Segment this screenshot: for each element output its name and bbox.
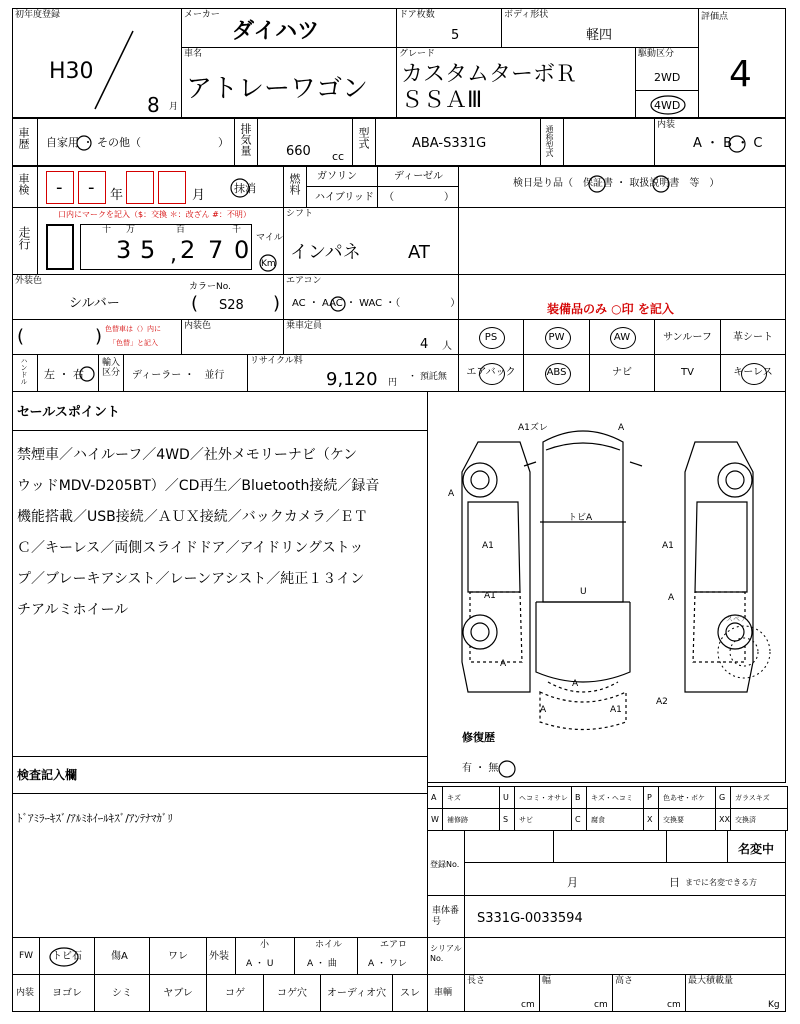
legend-label-text: 交換要 <box>663 816 684 824</box>
diagram-mark-a-left3: A <box>500 659 507 669</box>
import-cell <box>123 354 248 392</box>
private-use-circle <box>38 119 236 167</box>
grade-line1: カスタムターボＲ <box>401 62 578 87</box>
equipment-label: ABS <box>546 367 567 378</box>
mileage-digit: 0 <box>234 236 250 264</box>
serial-label: シリアルNo. <box>430 944 462 964</box>
legend-label-text: キズ <box>447 794 461 802</box>
diagram-mark-a-bottom1: A <box>572 679 579 689</box>
legend-label <box>658 808 716 831</box>
displacement-label: 排気量 <box>239 123 252 156</box>
common-model-label: 通称型式 <box>545 125 554 157</box>
ac-cell <box>283 274 459 320</box>
inspection-notes-text: ﾄﾞｱﾐﾗｰｷｽﾞ/ｱﾙﾐﾎｲｰﾙｷｽﾞ/ｱﾝﾃﾅﾏｶﾞﾘ <box>17 812 173 825</box>
import-label: 輸入区分 <box>102 358 121 378</box>
reg-name-change: 名変中 <box>738 842 775 856</box>
ext-small-cell <box>235 937 295 975</box>
color-change-note2: 「色替」と記入 <box>109 339 158 347</box>
sales-line: ウッドMDV-D205BT）／CD再生／Bluetooth接続／録音 <box>17 478 380 494</box>
color-no-label: カラーNo. <box>189 282 231 292</box>
fw-item-3 <box>149 937 207 975</box>
fw-item-label-3: ワレ <box>168 951 188 962</box>
legend-label <box>730 808 788 831</box>
diagram-mark-a1-left1: A1 <box>482 541 494 551</box>
equipment-label: TV <box>681 367 694 378</box>
recycle-unit: 円 <box>388 378 398 388</box>
legend-label-text: サビ <box>519 816 533 824</box>
interior-grades: A ・ B ・ C <box>693 136 763 151</box>
equipment-circle <box>545 327 571 349</box>
displacement-value: 660 <box>286 144 311 159</box>
chassis-cell <box>464 895 786 938</box>
mile-label: マイル <box>256 233 283 243</box>
handle-label-cell <box>12 354 38 392</box>
equipment-title: 装備品のみ ○印 を記入 <box>547 302 674 316</box>
ext-small-label: 小 <box>260 940 270 950</box>
doors-label: ドア枚数 <box>399 10 435 20</box>
interior-defect-label: コゲ <box>225 988 245 999</box>
legend-key <box>715 786 731 809</box>
reg-month-unit: 月 <box>567 876 578 889</box>
common-model-label-cell <box>540 118 564 166</box>
drive-label: 駆動区分 <box>638 49 675 59</box>
sales-title-divider <box>13 430 428 431</box>
ext-color-label: 外装色 <box>15 276 43 286</box>
length-cell <box>464 974 540 1012</box>
import-label-cell <box>98 354 124 392</box>
diagram-mark-a1-right1: A1 <box>662 541 674 551</box>
reg-label-cell <box>427 830 465 896</box>
fuel-hybrid-cell <box>306 186 378 208</box>
color-change-cell <box>12 319 182 355</box>
legend-label-text: 腐食 <box>591 816 605 824</box>
fw-label-cell <box>12 937 40 975</box>
mileage-digit: 3 <box>116 236 132 264</box>
score-label: 評価点 <box>701 12 729 22</box>
legend-label <box>442 786 500 809</box>
legend-label-text: 交換済 <box>735 816 756 824</box>
fw-label: FW <box>19 951 34 961</box>
equipment-cell <box>589 354 655 392</box>
sales-section <box>12 391 428 757</box>
docs-circles <box>459 167 787 209</box>
fw-item-1 <box>39 937 95 975</box>
import-value: ディーラー ・ 並行 <box>132 370 225 381</box>
chassis-label: 車体番号 <box>432 906 460 927</box>
model-label: 型式 <box>357 127 370 149</box>
model-value: ABA-S331G <box>412 136 487 151</box>
spare-label: スペア <box>726 615 747 623</box>
legend-key <box>427 808 443 831</box>
diagram-mark-tobia: トビA <box>568 513 593 523</box>
equipment-circle <box>479 363 505 385</box>
recycle-label: リサイクル料 <box>250 356 303 366</box>
color-change-open: ( <box>17 326 25 347</box>
first-reg-year: H30 <box>49 59 94 84</box>
width-unit: cm <box>594 1000 608 1010</box>
mileage-comma: , <box>170 242 177 267</box>
unit-hyaku: 百 <box>176 225 186 235</box>
fw-item-2 <box>94 937 150 975</box>
interior-defect-cell <box>263 974 321 1012</box>
inspection-notes-title: 検査記入欄 <box>17 768 78 782</box>
legend-key-text: X <box>647 815 653 824</box>
legend-key-text: B <box>575 793 581 802</box>
height-unit: cm <box>667 1000 681 1010</box>
reg-label: 登録No. <box>430 860 460 869</box>
legend-key-text: C <box>575 815 581 824</box>
handle-cell <box>37 354 99 392</box>
fuel-label-cell <box>283 166 307 208</box>
body-value: 軽四 <box>586 28 613 43</box>
reg-deadline: までに名変できる方 <box>685 878 757 887</box>
reg-cell-2 <box>553 830 667 863</box>
ac-value: AC ・ AAC ・ WAC ・（ ） <box>292 298 461 309</box>
docs-extra-cell <box>458 207 786 275</box>
legend-key-text: U <box>503 793 509 802</box>
equipment-cell <box>720 354 786 392</box>
legend-key-text: S <box>503 815 509 824</box>
diagram-mark-a-left: A <box>448 489 455 499</box>
fw-item-label-2: 傷A <box>111 951 128 962</box>
interior-defect-label: シミ <box>112 988 132 999</box>
equipment-cell <box>523 319 590 355</box>
legend-label <box>586 808 644 831</box>
height-cell <box>612 974 686 1012</box>
doors-value: 5 <box>451 28 460 43</box>
chassis-label-cell <box>427 895 465 938</box>
fw-item-1-circle <box>40 938 96 976</box>
equipment-cell <box>720 319 786 355</box>
mileage-cell <box>37 207 284 275</box>
equipment-label: サンルーフ <box>663 332 712 343</box>
history-label-cell <box>12 118 38 166</box>
insp-status: 抹消 <box>234 182 256 195</box>
diagram-section <box>427 391 786 783</box>
capacity-cell <box>283 319 459 355</box>
recycle-deposit: ・ 預託無 <box>408 372 447 382</box>
model-label-cell <box>352 118 376 166</box>
inspection-label-cell <box>12 166 38 208</box>
legend-label <box>658 786 716 809</box>
fuel-other: （ ） <box>384 192 454 203</box>
reg-name-change-cell <box>727 830 786 863</box>
width-label: 幅 <box>542 976 552 986</box>
repair-value: 有 ・ 無 <box>462 763 499 774</box>
legend-key <box>499 808 515 831</box>
fuel-gasoline: ガソリン <box>317 171 357 182</box>
int-label-cell <box>12 974 40 1012</box>
inspection-notes-divider <box>13 793 428 794</box>
length-unit: cm <box>521 1000 535 1010</box>
serial-cell <box>464 937 786 975</box>
legend-key <box>715 808 731 831</box>
history-cell <box>37 118 235 166</box>
legend-key <box>427 786 443 809</box>
docs-cell <box>458 166 786 208</box>
capacity-value: 4 <box>420 337 429 352</box>
diagram-mark-a2: A2 <box>656 697 668 707</box>
maker-value: ダイハツ <box>232 19 320 44</box>
equipment-cell <box>589 319 655 355</box>
legend-label <box>730 786 788 809</box>
first-reg-label: 初年度登録 <box>15 10 61 20</box>
car-name-value: アトレーワゴン <box>186 74 369 104</box>
interior-defect-label: オーディオ穴 <box>326 988 387 999</box>
fw-item-label-1: トビ石 <box>52 951 82 962</box>
diagram-mark-a-top: A <box>618 423 625 433</box>
legend-key-text: P <box>647 793 652 802</box>
legend-label-text: 色あせ・ボケ <box>663 794 705 802</box>
equipment-circle <box>545 363 571 385</box>
equipment-label: AW <box>613 332 631 343</box>
equipment-label: ナビ <box>612 367 632 378</box>
ext-small-value: A ・ U <box>246 959 274 969</box>
equipment-label: エアバック <box>466 367 516 378</box>
repair-title: 修復歴 <box>462 731 495 744</box>
mileage-label-cell <box>12 207 38 275</box>
grade-label: グレード <box>399 49 436 59</box>
mileage-label: 走行 <box>17 226 31 250</box>
legend-key-text: A <box>431 793 437 802</box>
diagram-mark-a-bottom2: A <box>540 705 547 715</box>
legend-label <box>514 808 572 831</box>
height-label: 高さ <box>615 976 634 986</box>
fuel-diesel-cell <box>377 166 459 187</box>
score-cell <box>698 8 786 118</box>
shift-type: AT <box>408 242 430 263</box>
equipment-title-cell <box>458 274 786 320</box>
interior-defect-label: ヨゴレ <box>52 988 82 999</box>
weight-unit: Kg <box>768 1000 780 1010</box>
legend-key <box>571 808 587 831</box>
ac-label: エアコン <box>286 276 322 286</box>
ext-wheel-label: ホイル <box>315 940 343 950</box>
sales-line: Ｃ／キーレス／両側スライドドア／アイドリングストッ <box>17 540 364 556</box>
fuel-gasoline-cell <box>306 166 378 187</box>
equipment-cell <box>523 354 590 392</box>
equipment-cell <box>654 319 721 355</box>
color-no-open: ( <box>191 293 199 314</box>
legend-label-text: 補修跡 <box>447 816 468 824</box>
ext-aero-label: エアロ <box>380 940 408 950</box>
interior-defect-cell <box>392 974 428 1012</box>
equipment-label: 革シート <box>733 332 773 343</box>
equipment-label: PS <box>484 332 498 343</box>
interior-cell <box>654 118 786 166</box>
mileage-digit: 2 <box>180 236 196 264</box>
drive-2wd: 2WD <box>654 71 681 84</box>
displacement-unit: cc <box>332 150 345 163</box>
capacity-label: 乗車定員 <box>286 321 323 331</box>
equipment-cell <box>458 319 524 355</box>
history-value: 自家用 ・ その他（ ） <box>46 136 229 149</box>
history-label: 車歴 <box>17 127 30 149</box>
diagram-mark-u: U <box>580 587 587 597</box>
ext-wheel-value: A ・ 曲 <box>307 959 337 969</box>
handle-value: 左 ・ 右 <box>44 368 84 381</box>
width-cell <box>539 974 613 1012</box>
legend-key <box>499 786 515 809</box>
displacement-cell <box>257 118 353 166</box>
color-no-close: ) <box>273 293 281 314</box>
insp-dash-1: - <box>56 177 63 198</box>
reg-cell-3 <box>666 830 728 863</box>
mileage-digit: 7 <box>208 236 224 264</box>
ext-label: 外装 <box>209 951 229 962</box>
legend-label <box>586 786 644 809</box>
equipment-circle <box>610 327 636 349</box>
unit-man: 万 <box>126 225 136 235</box>
legend-label-text: キズ・ヘコミ <box>591 794 633 802</box>
legend-label <box>514 786 572 809</box>
model-cell <box>375 118 541 166</box>
legend-label-text: ガラスキズ <box>735 794 770 802</box>
handle-label: ハンドル <box>20 357 28 385</box>
sales-line: チアルミホイール <box>17 602 129 618</box>
equipment-cell <box>654 354 721 392</box>
grade-cell <box>396 47 636 118</box>
mileage-digit: 5 <box>140 236 156 264</box>
dims-label: 車輌 <box>434 988 453 998</box>
insp-dash-2: - <box>88 177 95 198</box>
int-color-cell <box>181 319 284 355</box>
insp-month-unit: 月 <box>192 188 206 203</box>
maker-label: メーカー <box>184 10 220 20</box>
sales-line: プ／ブレーキアシスト／レーンアシスト／純正１３イン <box>17 571 365 587</box>
repair-none-circle <box>428 392 787 784</box>
int-color-label: 内装色 <box>184 321 212 331</box>
legend-key <box>571 786 587 809</box>
legend-key <box>643 808 659 831</box>
shift-pos: インパネ <box>290 242 361 263</box>
shift-cell <box>283 207 459 275</box>
displacement-label-cell <box>234 118 258 166</box>
legend-key-text: XX <box>719 815 730 824</box>
handle-right-circle <box>38 355 100 393</box>
reg-deadline-cell <box>464 862 786 896</box>
ext-label-cell <box>206 937 236 975</box>
ext-color-value: シルバー <box>69 296 120 311</box>
capacity-unit: 人 <box>442 341 452 352</box>
unit-sen: 千 <box>232 225 242 235</box>
sales-line: 禁煙車／ハイルーフ／4WD／社外メモリーナビ（ケン <box>17 447 358 463</box>
sales-line: 機能搭載／USB接続／ＡＵＸ接続／バックカメラ／ＥＴ <box>17 509 368 525</box>
km-label: Km <box>261 259 276 269</box>
recycle-cell <box>247 354 459 392</box>
fuel-hybrid: ハイブリッド <box>315 192 374 203</box>
ext-color-cell <box>12 274 284 320</box>
sales-title: セールスポイント <box>17 405 120 420</box>
first-reg-month: 8 <box>147 93 160 117</box>
serial-label-cell <box>427 937 465 975</box>
ext-aero-cell <box>357 937 428 975</box>
interior-defect-label: ヤブレ <box>163 988 193 999</box>
color-no-value: S28 <box>219 298 244 313</box>
car-name-cell <box>181 47 397 118</box>
inspection-label: 車検 <box>17 173 30 195</box>
weight-cell <box>685 974 786 1012</box>
mileage-note: 口内にマークを記入（$：交換 ＊：改ざん #：不明） <box>58 210 251 219</box>
drive-4wd: 4WD <box>654 99 681 112</box>
diagram-mark-a1-left2: A1 <box>484 591 496 601</box>
fuel-label: 燃料 <box>288 173 301 195</box>
equipment-circle <box>741 363 767 385</box>
common-model-cell <box>563 118 655 166</box>
recycle-fee: 9,120 <box>326 369 378 390</box>
interior-defect-label: スレ <box>400 988 420 999</box>
ext-aero-value: A ・ ワレ <box>368 959 407 969</box>
equipment-label: PW <box>548 332 565 343</box>
unit-ju: 十 <box>102 225 112 235</box>
first-reg-cell <box>12 8 182 118</box>
fuel-other-cell <box>377 186 459 208</box>
ext-wheel-cell <box>294 937 358 975</box>
diagram-mark-a1-bottom: A1 <box>610 705 622 715</box>
equipment-label: キーレス <box>733 367 773 378</box>
reg-cell-1 <box>464 830 554 863</box>
fuel-diesel: ディーゼル <box>394 171 443 182</box>
body-cell <box>501 8 699 48</box>
reg-day-unit: 日 <box>669 876 680 889</box>
ac-aac-circle <box>284 275 460 321</box>
length-label: 長さ <box>467 976 486 986</box>
grade-line2: ＳＳＡⅢ <box>401 88 483 113</box>
shift-label: シフト <box>286 209 314 219</box>
interior-defect-cell <box>39 974 95 1012</box>
docs-label: 検日是り品（ 保証書 ・ 取扱説明書 等 ） <box>513 178 720 189</box>
car-name-label: 車名 <box>184 49 203 59</box>
insp-status-circle <box>38 167 285 209</box>
maker-cell <box>181 8 397 48</box>
drive-4wd-circle <box>636 48 700 119</box>
month-unit: 月 <box>169 102 179 112</box>
interior-defect-cell <box>206 974 264 1012</box>
interior-b-circle <box>655 119 787 167</box>
dims-label-cell <box>427 974 465 1012</box>
diagram-mark-a-right2: A <box>668 593 675 603</box>
weight-label: 最大積載量 <box>688 976 734 986</box>
interior-defect-cell <box>94 974 150 1012</box>
insp-year-unit: 年 <box>110 188 124 203</box>
legend-key-text: G <box>719 793 726 802</box>
body-label: ボディ形状 <box>504 10 549 20</box>
color-change-note1: 色替車は（）内に <box>105 325 161 333</box>
legend-label <box>442 808 500 831</box>
int-label: 内装 <box>16 988 35 998</box>
score-value: 4 <box>729 54 752 95</box>
interior-defect-cell <box>149 974 207 1012</box>
legend-label-text: ヘコミ・オサレ <box>519 794 568 802</box>
legend-key <box>643 786 659 809</box>
interior-defect-cell <box>320 974 393 1012</box>
equipment-cell <box>458 354 524 392</box>
inspection-cell <box>37 166 284 208</box>
inspection-notes-section <box>12 756 428 938</box>
color-change-close: ) <box>95 326 103 347</box>
chassis-value: S331G-0033594 <box>477 911 583 926</box>
doors-cell <box>396 8 502 48</box>
drive-cell <box>635 47 699 118</box>
legend-key-text: W <box>431 815 439 824</box>
interior-defect-label: コゲ穴 <box>277 988 307 999</box>
interior-label: 内装 <box>657 120 676 130</box>
equipment-circle <box>479 327 505 349</box>
diagram-mark-a1zure: A1ズレ <box>518 423 548 433</box>
